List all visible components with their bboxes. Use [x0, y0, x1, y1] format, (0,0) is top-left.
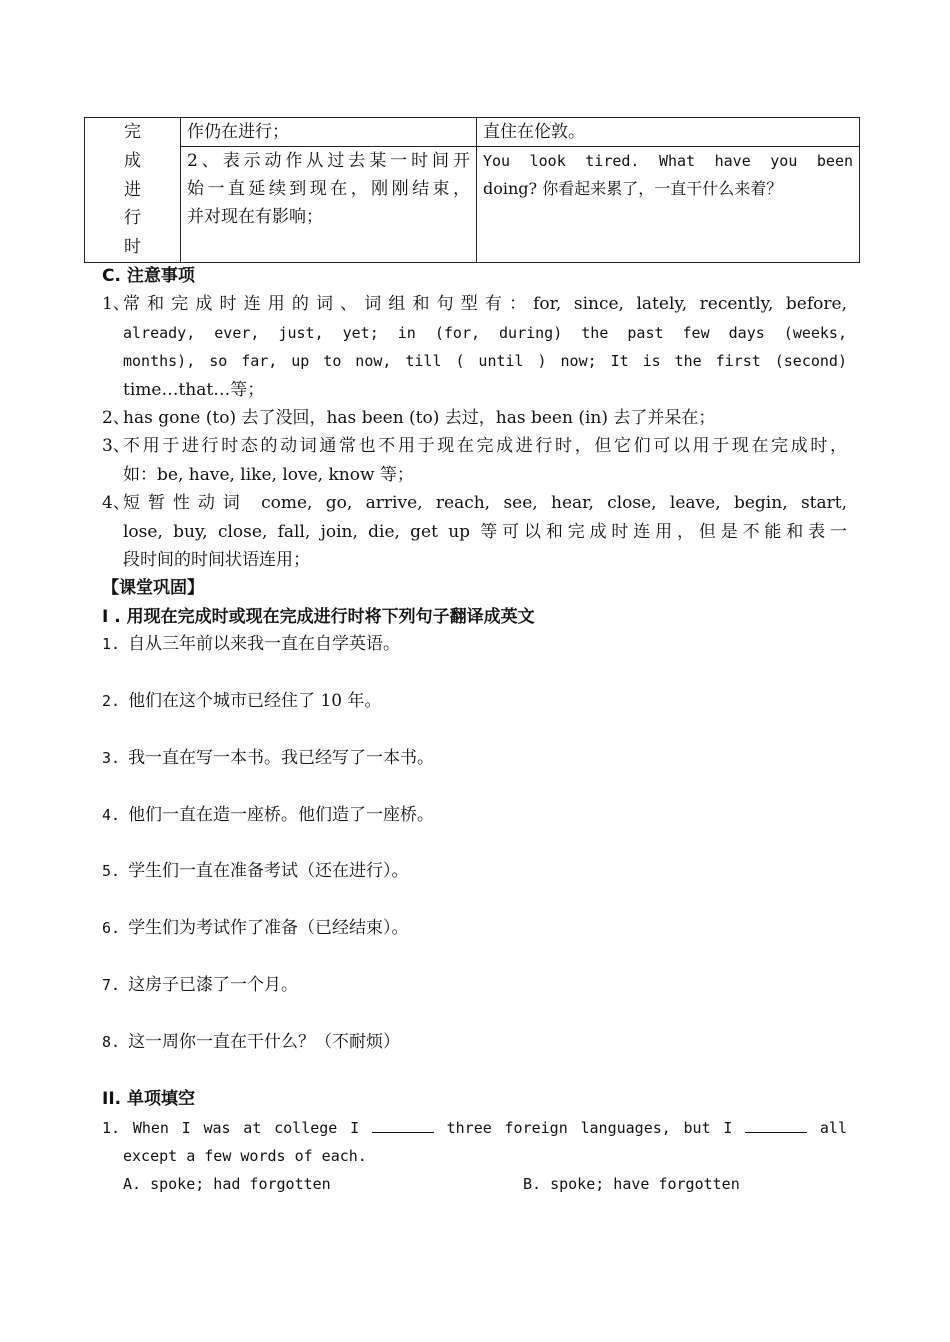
note-line: 如：be, have, like, love, know 等； [123, 464, 414, 485]
question-number: 1. [102, 635, 121, 653]
question-number: 3. [102, 749, 121, 767]
tense-char: 进 [124, 179, 141, 200]
question-item [102, 857, 409, 885]
practice-heading: 【课堂巩固】 [102, 578, 204, 599]
question-item [102, 914, 409, 942]
tense-char: 成 [124, 150, 141, 171]
question-text: 他们在这个城市已经住了 10 年。 [128, 691, 382, 711]
tense-char: 完 [124, 122, 141, 142]
question-item [102, 801, 434, 829]
answer-blank[interactable] [372, 1118, 434, 1133]
mc-question [102, 1114, 847, 1142]
notes-section [102, 262, 847, 631]
option-a[interactable]: A. spoke; had forgotten [123, 1175, 331, 1193]
question-item [102, 744, 434, 772]
question-item [102, 687, 382, 715]
example-line: doing? 你看起来累了，一直干什么来着？ [483, 179, 783, 198]
tense-name-cell [85, 118, 181, 263]
mc-number: 1. [102, 1119, 121, 1137]
question-number: 8. [102, 1033, 121, 1051]
table-row [85, 118, 860, 147]
example-cell: 直住在伦敦。 [477, 118, 860, 147]
question-number: 4. [102, 806, 121, 824]
note-line: months), so far, up to now, till ( until ) now; It is the first (second) [123, 352, 847, 371]
example-cell [477, 147, 860, 263]
question-number: 6. [102, 919, 121, 937]
note-item [102, 489, 847, 574]
question-item [102, 971, 298, 999]
question-text: 自从三年前以来我一直在自学英语。 [128, 634, 401, 654]
answer-blank[interactable] [745, 1118, 807, 1133]
note-line: 常和完成时连用的词、词组和句型有：for, since, lately, recently, before, [123, 294, 847, 315]
question-text: 他们一直在造一座桥。他们造了一座桥。 [128, 805, 435, 825]
question-number: 5. [102, 862, 121, 880]
question-text: 这房子已漆了一个月。 [128, 975, 299, 995]
note-line: 不用于进行时态的动词通常也不用于现在完成进行时，但它们可以用于现在完成时， [123, 436, 847, 457]
note-line: has gone (to) 去了没回，has been (to) 去过，has been (in) 去了并呆在； [123, 408, 716, 429]
note-line: already, ever, just, yet; in (for, during) the past few days (weeks, [123, 323, 847, 342]
table-row [85, 147, 860, 263]
question-number: 2. [102, 692, 121, 710]
mc-line: except a few words of each. [123, 1147, 367, 1165]
question-text: 这一周你一直在干什么？（不耐烦） [128, 1032, 401, 1052]
note-number: 2、 [102, 408, 130, 429]
usage-line: 2、表示动作从过去某一时间开 [187, 151, 470, 171]
question-item [102, 1028, 400, 1056]
mc-line [102, 1114, 847, 1142]
option-b[interactable]: B. spoke; have forgotten [523, 1175, 740, 1193]
question-text: 学生们为考试作了准备（已经结束）。 [128, 918, 409, 938]
example-line: You look tired. What have you been [483, 152, 853, 170]
question-text: 我一直在写一本书。我已经写了一本书。 [128, 748, 435, 768]
note-line: 短暂性动词 come, go, arrive, reach, see, hear, close, leave, begin, start, [123, 493, 847, 514]
notes-heading: C. 注意事项 [102, 266, 195, 286]
usage-line: 始一直延续到现在，刚刚结束， [187, 179, 470, 199]
mc-text-part: all [819, 1119, 847, 1137]
note-line: 段时间的时间状语连用； [123, 550, 310, 571]
mc-text-part: When I was at college I [132, 1119, 360, 1137]
mc-text-part: three foreign languages, but I [446, 1119, 733, 1137]
note-line: time…that…等； [123, 379, 265, 400]
note-number: 3、 [102, 436, 130, 457]
tense-char: 行 [124, 208, 141, 229]
question-text: 学生们一直在准备考试（还在进行）。 [128, 861, 409, 881]
note-number: 4、 [102, 493, 130, 514]
note-number: 1、 [102, 294, 130, 315]
usage-cell: 作仍在进行； [181, 118, 477, 147]
note-item [102, 290, 847, 404]
note-item [102, 432, 847, 489]
note-line: lose, buy, close, fall, join, die, get up 等可以和完成时连用，但是不能和表一 [123, 521, 847, 542]
usage-cell [181, 147, 477, 263]
usage-line: 并对现在有影响； [187, 207, 323, 227]
tense-char: 时 [124, 237, 141, 258]
tense-table [84, 117, 860, 263]
section1-title: I . 用现在完成时或现在完成进行时将下列句子翻译成英文 [102, 606, 535, 627]
note-item [102, 404, 847, 432]
question-number: 7. [102, 976, 121, 994]
section2-title: II. 单项填空 [102, 1089, 196, 1109]
question-item [102, 630, 400, 658]
